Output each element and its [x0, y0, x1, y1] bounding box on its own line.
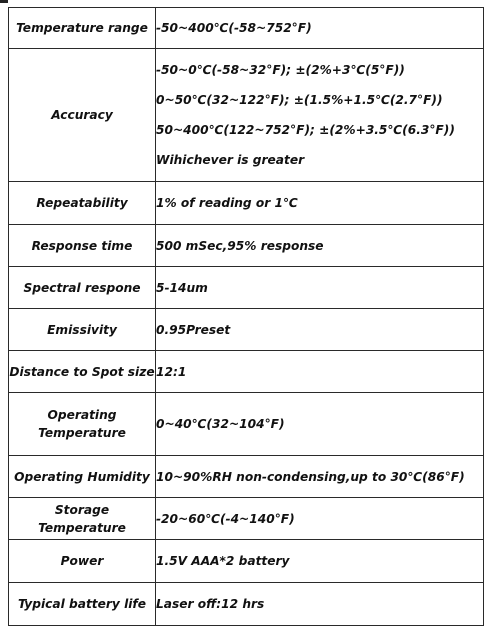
table-row [9, 49, 484, 182]
table-row [9, 182, 484, 225]
row-value: 500 mSec,95% response [156, 225, 484, 267]
table-row [9, 540, 484, 583]
row-label: Operating Humidity [9, 456, 156, 498]
row-label: Spectral respone [9, 267, 156, 309]
row-value: 1.5V AAA*2 battery [156, 540, 484, 583]
accuracy-line: 0~50℃(32~122°F); ±(1.5%+1.5℃(2.7°F)) [156, 93, 443, 107]
table-row [9, 267, 484, 309]
row-label: Storage Temperature [9, 498, 156, 540]
row-value: -20~60℃(-4~140°F) [156, 498, 484, 540]
table-row [9, 309, 484, 351]
row-value: Laser off:12 hrs [156, 583, 484, 626]
table-row [9, 225, 484, 267]
table-row [9, 393, 484, 456]
row-label: Distance to Spot size [9, 351, 156, 393]
accuracy-values [156, 49, 484, 182]
row-value: 12:1 [156, 351, 484, 393]
row-label: Accuracy [9, 49, 156, 182]
row-label: Operating Temperature [9, 393, 156, 456]
row-label: Typical battery life [9, 583, 156, 626]
row-value: 1% of reading or 1℃ [156, 182, 484, 225]
row-label: Temperature range [9, 8, 156, 49]
row-label: Response time [9, 225, 156, 267]
row-value: 10~90%RH non-condensing,up to 30℃(86°F) [156, 456, 484, 498]
row-value: 5-14um [156, 267, 484, 309]
table-row [9, 498, 484, 540]
table-row [9, 456, 484, 498]
table-row [9, 351, 484, 393]
accuracy-line: 50~400℃(122~752°F); ±(2%+3.5℃(6.3°F)) [156, 123, 455, 137]
table-row [9, 8, 484, 49]
table-row [9, 583, 484, 626]
accuracy-line: -50~0℃(-58~32°F); ±(2%+3℃(5°F)) [156, 63, 405, 77]
row-value: 0.95Preset [156, 309, 484, 351]
row-value: -50~400℃(-58~752°F) [156, 8, 484, 49]
specifications-table [8, 7, 484, 626]
row-label: Emissivity [9, 309, 156, 351]
row-label: Power [9, 540, 156, 583]
row-value: 0~40℃(32~104°F) [156, 393, 484, 456]
top-edge-mark [0, 0, 8, 3]
row-label: Repeatability [9, 182, 156, 225]
accuracy-note: Wihichever is greater [156, 153, 305, 167]
